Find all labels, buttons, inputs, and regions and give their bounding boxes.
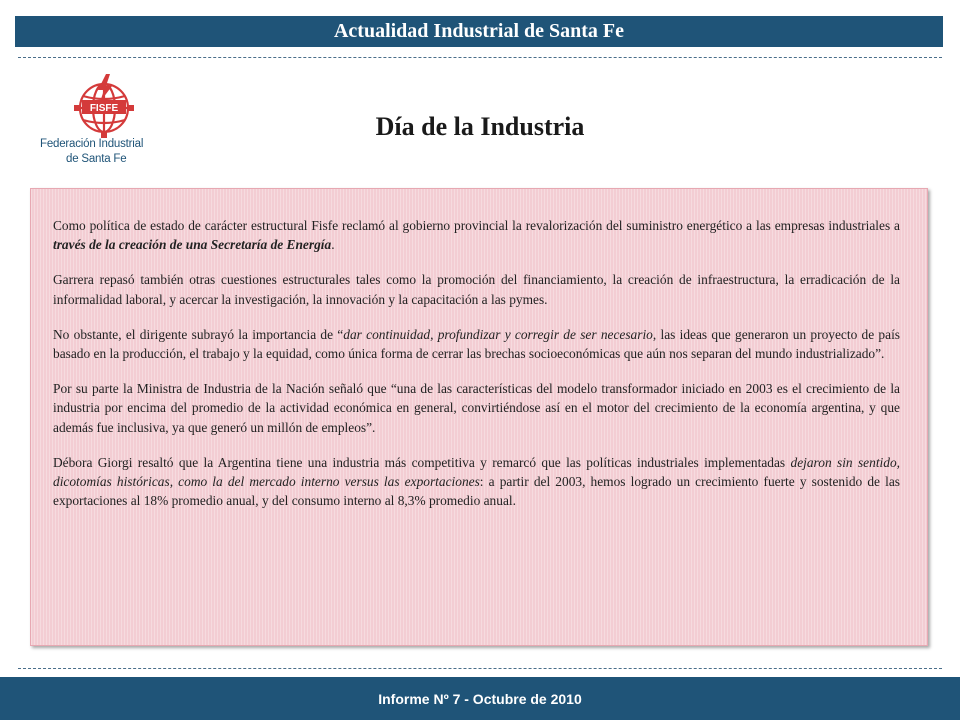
paragraph-1 bbox=[53, 216, 900, 254]
paragraph-3-start: No obstante, el dirigente subrayó la importancia de “ bbox=[53, 326, 344, 342]
paragraph-1-end: . bbox=[331, 237, 335, 253]
logo-line-2: de Santa Fe bbox=[66, 153, 127, 165]
paragraph-5-start: Débora Giorgi resaltó que la Argentina tiene una industria más competitiva y remarcó que las políticas industriales implementadas bbox=[53, 454, 791, 470]
paragraph-2: Garrera repasó también otras cuestiones estructurales tales como la promoción del financiamiento, la creación de infraestructura, la erradicación de la informalidad laboral, y acercar la investigación, la innovación y la capacitación a las pymes. bbox=[53, 272, 900, 307]
paragraph-1-emphasis: través de la creación de una Secretaría de Energía bbox=[53, 237, 332, 253]
paragraph-5-quote: dejaron sin sentido, dicotomías históricas, como la del mercado interno versus las exportaciones bbox=[53, 454, 901, 490]
footer-bar bbox=[0, 677, 960, 720]
top-divider bbox=[18, 57, 942, 58]
paragraph-3 bbox=[53, 325, 900, 363]
paragraph-1-text: Como política de estado de carácter estructural Fisfe reclamó al gobierno provincial la revalorización del suministro energético a las empresas industriales a bbox=[53, 218, 900, 233]
logo-line-1: Federación Industrial bbox=[40, 138, 144, 150]
paragraph-4: Por su parte la Ministra de Industria de la Nación señaló que “una de las características del modelo transformador iniciado en 2003 es el crecimiento de la industria por encima del promedio de la actividad económica en general, convirtiéndose así en el motor del crecimiento de la economía argentina, y que además fue inclusiva, ya que generó un millón de empleos”. bbox=[53, 381, 900, 435]
logo-badge-text: FISFE bbox=[89, 103, 119, 114]
paragraph-5 bbox=[53, 453, 900, 511]
content-box bbox=[30, 188, 928, 646]
footer-text: Informe Nº 7 - Octubre de 2010 bbox=[378, 690, 582, 707]
page-title: Día de la Industria bbox=[375, 112, 585, 141]
paragraph-3-quote: dar continuidad, profundizar y corregir de ser necesario bbox=[343, 326, 653, 342]
paragraph-3-end: , las ideas que generaron un proyecto de país basado en la producción, el trabajo y la equidad, como única forma de cerrar las brechas socioeconómicas que aún nos separan del mundo industrializado”. bbox=[53, 326, 901, 362]
paragraph-5-end: : a partir del 2003, hemos logrado un crecimiento fuerte y sostenido de las exportaciones al 18% promedio anual, y del consumo interno al 8,3% promedio anual. bbox=[53, 474, 900, 509]
header-bar bbox=[15, 16, 943, 47]
header-title: Actualidad Industrial de Santa Fe bbox=[333, 20, 625, 42]
bottom-divider bbox=[18, 668, 942, 669]
